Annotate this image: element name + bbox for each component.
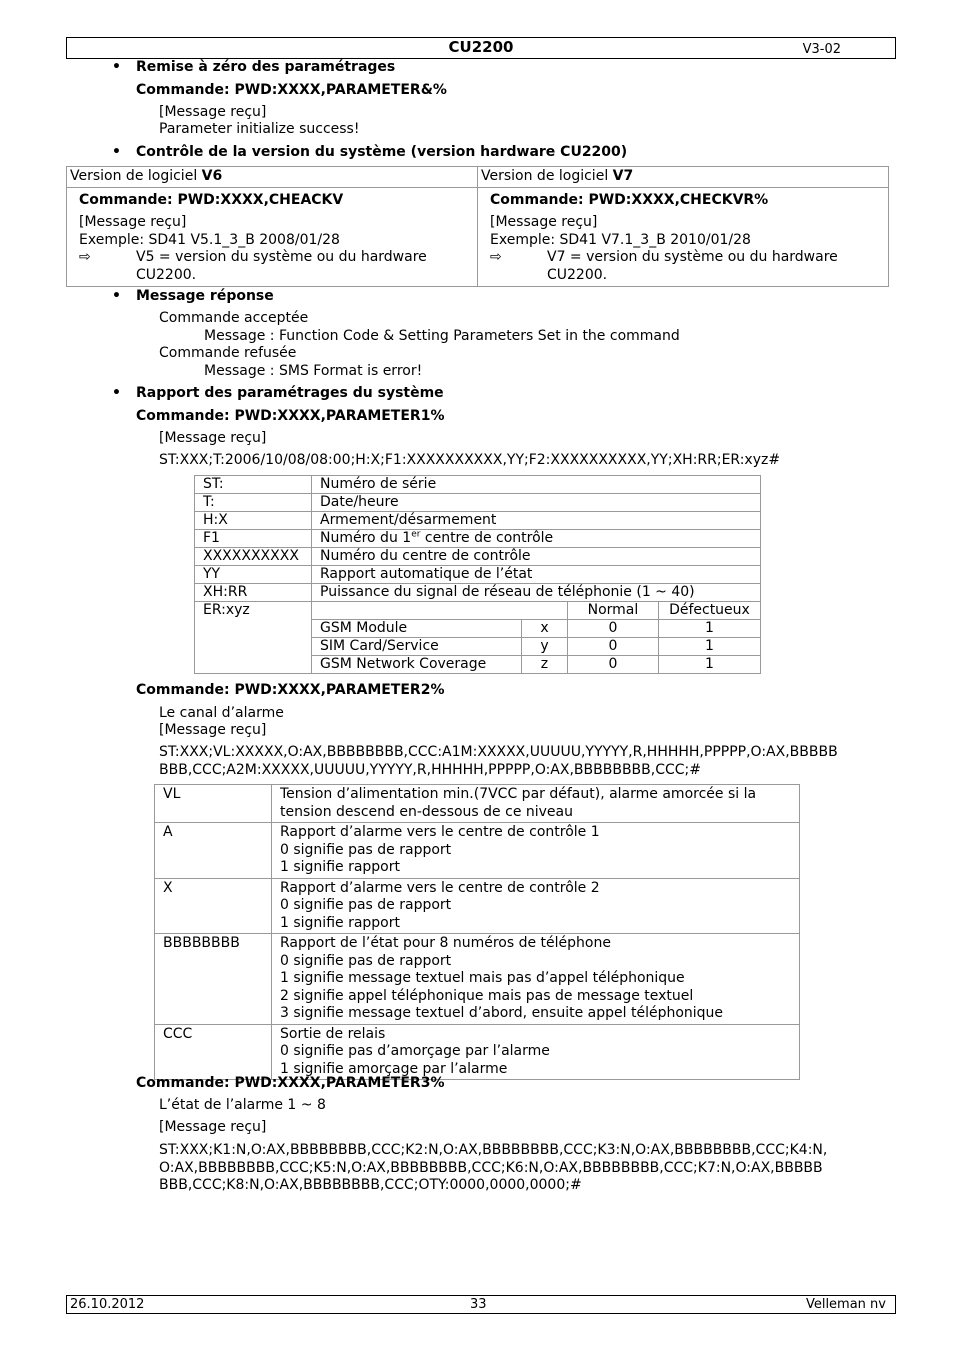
parameter3-format-line3: BBB,CCC;K8:N,O:AX,BBBBBBBB,CCC;OTY:0000,0000,0000;# xyxy=(159,1177,582,1193)
version-col2-example: Exemple: SD41 V7.1_3_B 2010/01/28 xyxy=(490,231,751,248)
version-col1-msg-label: [Message reçu] xyxy=(79,214,187,230)
parameter3-command: Commande: PWD:XXXX,PARAMETER3% xyxy=(136,1075,445,1091)
version-col1-example: Exemple: SD41 V5.1_3_B 2008/01/28 xyxy=(79,231,340,248)
version-col2-body xyxy=(478,187,889,287)
parameter1-command: Commande: PWD:XXXX,PARAMETER1% xyxy=(136,408,445,424)
version-col1-body xyxy=(67,187,478,287)
table-row: A Rapport d’alarme vers le centre de contrôle 1 0 signifie pas de rapport 1 signifie rapport xyxy=(155,823,800,879)
parameter2-msg-label: [Message reçu] xyxy=(159,722,267,738)
parameter1-format: ST:XXX;T:2006/10/08/08:00;H:X;F1:XXXXXXXXXX,YY;F2:XXXXXXXXXX,YY;XH:RR;ER:xyz# xyxy=(159,452,781,468)
arrow-right-icon: ⇨ xyxy=(490,249,502,265)
parameter2-canal: Le canal d’alarme xyxy=(159,705,284,721)
parameter2-format-line2: BBB,CCC;A2M:XXXXX,UUUUU,YYYYY,R,HHHHH,PPPPP,O:AX,BBBBBBBB,CCC;# xyxy=(159,762,701,778)
table-row: VL Tension d’alimentation min.(7VCC par défaut), alarme amorcée si la tension descend en-dessous de ce niveau xyxy=(155,785,800,823)
reset-msg-label: [Message reçu] xyxy=(159,104,267,120)
version-col1-note: ⇨ V5 = version du système ou du hardware CU2200. xyxy=(79,249,427,283)
reset-msg: Parameter initialize success! xyxy=(159,121,360,137)
reset-command: Commande: PWD:XXXX,PARAMETER&% xyxy=(136,82,447,98)
table-row: F1 Numéro du 1er centre de contrôle xyxy=(195,530,761,548)
parameter1-table xyxy=(194,475,761,674)
table-row: GSM Module x 0 1 xyxy=(195,620,761,638)
table-row: T: Date/heure xyxy=(195,494,761,512)
document-title: CU2200 xyxy=(448,38,514,56)
parameter3-format-line1: ST:XXX;K1:N,O:AX,BBBBBBBB,CCC;K2:N,O:AX,BBBBBBBB,CCC;K3:N,O:AX,BBBBBBBB,CCC;K4:N, xyxy=(159,1142,828,1158)
version-col1-header: Version de logiciel V6 xyxy=(67,167,478,188)
table-row: SIM Card/Service y 0 1 xyxy=(195,638,761,656)
version-col2-note: ⇨ V7 = version du système ou du hardware CU2200. xyxy=(490,249,838,283)
table-row: BBBBBBBB Rapport de l’état pour 8 numéros de téléphone 0 signifie pas de rapport 1 signifie message textuel mais pas d’appel téléphonique 2 signifie appel téléphonique mais pas de message textuel 3 signifie message textuel d’abord, ensuite appel téléphonique xyxy=(155,934,800,1025)
table-row: XXXXXXXXXX Numéro du centre de contrôle xyxy=(195,548,761,566)
version-col2-command: Commande: PWD:XXXX,CHECKVR% xyxy=(490,191,769,208)
version-table xyxy=(66,166,889,287)
parameter3-alarm-state: L’état de l’alarme 1 ~ 8 xyxy=(159,1097,326,1113)
table-row: X Rapport d’alarme vers le centre de contrôle 2 0 signifie pas de rapport 1 signifie rapport xyxy=(155,878,800,934)
version-col1-command: Commande: PWD:XXXX,CHEACKV xyxy=(79,191,344,208)
parameter2-table xyxy=(154,784,800,1080)
table-row: XH:RR Puissance du signal de réseau de téléphonie (1 ~ 40) xyxy=(195,584,761,602)
reply-accepted-msg: Message : Function Code & Setting Parameters Set in the command xyxy=(204,328,680,344)
page-footer xyxy=(66,1295,896,1314)
version-col2-msg-label: [Message reçu] xyxy=(490,214,598,230)
report-title: • Rapport des paramétrages du système xyxy=(136,385,444,403)
table-row: GSM Network Coverage z 0 1 xyxy=(195,656,761,674)
table-row: ST: Numéro de série xyxy=(195,476,761,494)
parameter2-format-line1: ST:XXX;VL:XXXXX,O:AX,BBBBBBBB,CCC:A1M:XXXXX,UUUUU,YYYYY,R,HHHHH,PPPPP,O:AX,BBBBB xyxy=(159,744,838,760)
reply-title: • Message réponse xyxy=(136,288,274,306)
reset-title: • Remise à zéro des paramétrages xyxy=(136,59,395,77)
reply-refused-msg: Message : SMS Format is error! xyxy=(204,363,423,379)
table-row: H:X Armement/désarmement xyxy=(195,512,761,530)
version-col2-header: Version de logiciel V7 xyxy=(478,167,889,188)
table-row: CCC Sortie de relais 0 signifie pas d’amorçage par l’alarme 1 signifie amorçage par l’alarme xyxy=(155,1024,800,1080)
page-header xyxy=(66,37,896,59)
table-row: ER:xyz Normal Défectueux xyxy=(195,602,761,620)
version-title: • Contrôle de la version du système (version hardware CU2200) xyxy=(136,144,627,162)
table-row: YY Rapport automatique de l’état xyxy=(195,566,761,584)
parameter3-msg-label: [Message reçu] xyxy=(159,1119,267,1135)
document-version: V3-02 xyxy=(802,42,841,57)
parameter1-msg-label: [Message reçu] xyxy=(159,430,267,446)
parameter3-format-line2: O:AX,BBBBBBBB,CCC;K5:N,O:AX,BBBBBBBB,CCC;K6:N,O:AX,BBBBBBBB,CCC;K7:N,O:AX,BBBBB xyxy=(159,1160,823,1176)
footer-page-number: 33 xyxy=(470,1297,487,1312)
footer-date: 26.10.2012 xyxy=(70,1297,145,1312)
footer-company: Velleman nv xyxy=(805,1297,886,1312)
reply-accepted: Commande acceptée xyxy=(159,310,309,326)
parameter2-command: Commande: PWD:XXXX,PARAMETER2% xyxy=(136,682,445,698)
reply-refused: Commande refusée xyxy=(159,345,297,361)
arrow-right-icon: ⇨ xyxy=(79,249,91,265)
